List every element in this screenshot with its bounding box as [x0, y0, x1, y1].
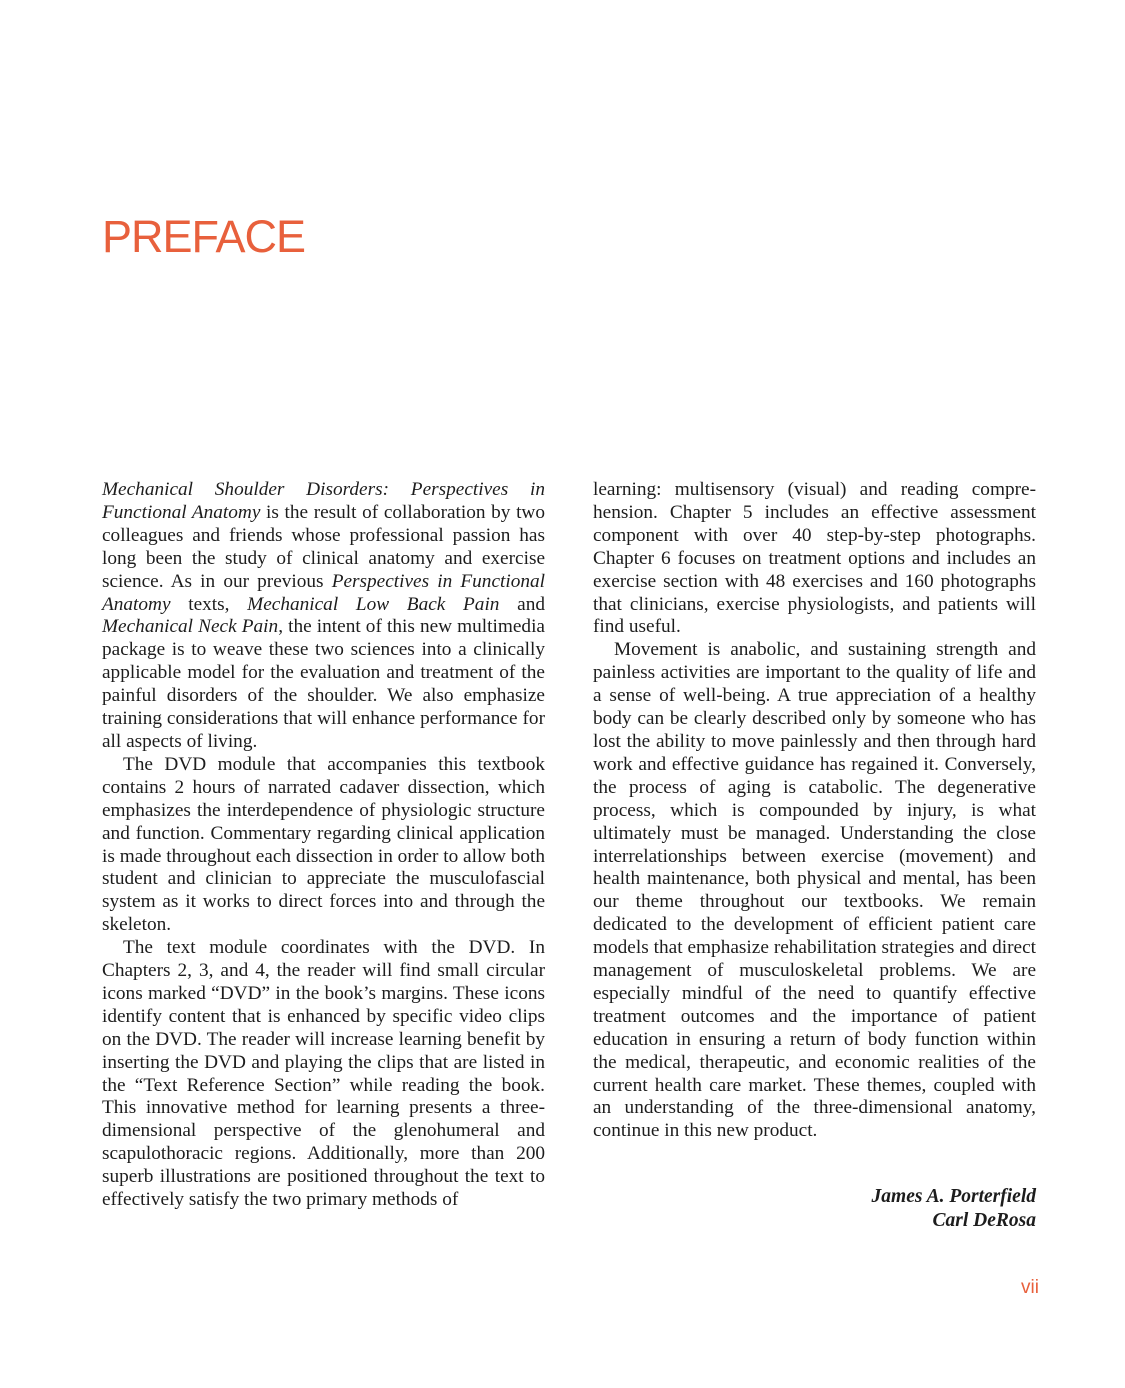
paragraph-continued: learning: multisensory (visual) and reading comprehension. Chapter 5 includes an effective assessment component with over 40 step-by-step photographs. Chapter 6 focuses on treatment options and includes an exercise section with 48 exercises and 160 photographs that clinicians, exercise physiologists, and patients will find useful. [593, 479, 1036, 638]
right-column [593, 479, 1036, 1143]
text-run: texts, [170, 593, 248, 615]
text-run: is the result of collaboration by two colleagues and friends whose professional passion has long been the study of clinical anatomy and exercise science. As in our previous [102, 501, 545, 592]
book-title-italic: Mechanical Low Back Pain [247, 593, 500, 615]
series-title-italic: Perspectives in Functional Anatomy [102, 570, 545, 615]
page-number: vii [1021, 1277, 1039, 1298]
author-name: Carl DeRosa [932, 1210, 1036, 1231]
page-title: PREFACE [102, 211, 306, 262]
left-column [102, 479, 545, 1212]
paragraph-intro [102, 479, 545, 754]
paragraph-text-module: The text module coordinates with the DVD. In Chapters 2, 3, and 4, the reader will find small circular icons marked “DVD” in the book’s margins. These icons identify content that is enhanced by specific video clips on the DVD. The reader will increase learning benefit by inserting the DVD and playing the clips that are listed in the “Text Reference Section” while reading the book. This innovative method for learning presents a three-dimensional perspective of the glenohumeral and scapulothoracic regions. Additionally, more than 200 superb illustrations are positioned throughout the text to effectively satisfy the two primary methods of [102, 937, 545, 1211]
paragraph-movement: Movement is anabolic, and sustaining strength and painless activities are important to the quality of life and a sense of well-being. A true appreciation of a healthy body can be clearly described only by someone who has lost the ability to move painlessly and then through hard work and effective guidance has regained it. Conversely, the process of aging is catabolic. The degenerative process, which is compounded by injury, is what ultimately must be managed. Understanding the close interrelationships between exercise (movement) and health maintenance, both physical and mental, has been our theme throughout our textbooks. We remain dedicated to the development of efficient patient care models that emphasize rehabilitation strategies and direct management of musculoskeletal problems. We are especially mindful of the need to quantify effective treatment outcomes and the importance of patient education in ensuring a return of body function within the medical, therapeutic, and economic realities of the current health care market. These themes, coupled with an understanding of the three-dimensional anatomy, continue in this new product. [593, 639, 1036, 1142]
author-name: James A. Porterfield [871, 1186, 1036, 1207]
signature-block [593, 1185, 1036, 1233]
text-run: , the intent of this new multimedia package is to weave these two sciences into a clinically applicable model for the evaluation and treatment of the painful disorders of the shoulder. We also emphasize training considerations that will enhance performance for all aspects of living. [102, 616, 545, 752]
book-title-italic: Mechanical Neck Pain [102, 616, 279, 638]
text-run: and [499, 593, 545, 615]
paragraph-dvd-module: The DVD module that accompanies this textbook contains 2 hours of narrated cadaver dissection, which emphasizes the interdependence of physiologic structure and function. Commentary regarding clinical application is made throughout each dissection in order to allow both student and clinician to appreciate the musculofascial system as it works to direct forces into and through the skeleton. [102, 753, 545, 936]
book-title-italic: Mechanical Shoulder Disorders: Perspectives in Functional Anatomy [102, 479, 545, 523]
